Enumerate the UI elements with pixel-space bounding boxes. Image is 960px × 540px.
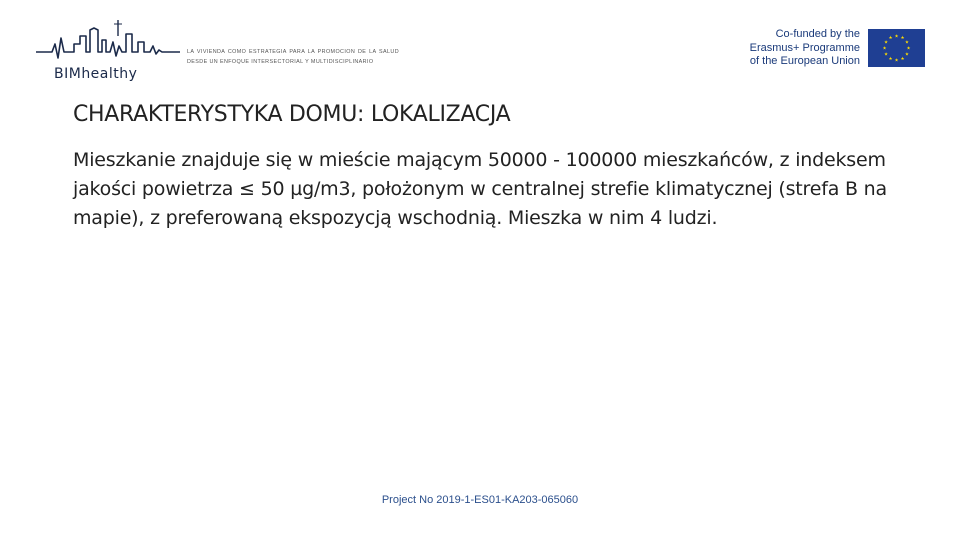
eu-star-icon: ★ bbox=[906, 46, 911, 52]
bimhealthy-logo bbox=[34, 16, 184, 86]
eu-star-icon: ★ bbox=[888, 36, 893, 42]
project-tagline: LA VIVIENDA COMO ESTRATEGIA PARA LA PROMOCION DE LA SALUD DESDE UN ENFOQUE INTERSECTORIAL Y MULTIDISCIPLINARIO bbox=[187, 49, 399, 65]
cofunded-line-3: of the European Union bbox=[749, 55, 860, 67]
city-skyline-heartbeat-icon bbox=[34, 16, 184, 66]
eu-star-icon: ★ bbox=[888, 56, 893, 62]
eu-star-icon: ★ bbox=[884, 52, 889, 58]
eu-star-icon: ★ bbox=[904, 40, 909, 46]
eu-star-icon: ★ bbox=[894, 34, 899, 40]
eu-star-icon: ★ bbox=[900, 36, 905, 42]
eu-star-icon: ★ bbox=[882, 46, 887, 52]
eu-star-icon: ★ bbox=[894, 58, 899, 64]
logo-text: BIMhealthy bbox=[54, 66, 138, 82]
cofunded-notice bbox=[690, 28, 860, 69]
eu-flag-icon bbox=[868, 29, 925, 67]
eu-star-icon: ★ bbox=[884, 40, 889, 46]
cofunded-line-1: Co-funded by the bbox=[775, 28, 860, 40]
slide-body: Mieszkanie znajduje się w mieście mającym 50000 - 100000 mieszkańców, z indeksem jakości powietrza ≤ 50 µg/m3, położonym w centralnej strefie klimatycznej (strefa B na mapie), z preferowaną ekspozycją wschodnią. Mieszka w nim 4 ludzi. bbox=[73, 149, 887, 229]
project-number: Project No 2019-1-ES01-KA203-065060 bbox=[381, 494, 579, 506]
cofunded-line-2: Erasmus+ Programme bbox=[749, 41, 860, 54]
eu-star-icon: ★ bbox=[904, 52, 909, 58]
eu-star-icon: ★ bbox=[900, 56, 905, 62]
slide-title: CHARAKTERYSTYKA DOMU: LOKALIZACJA bbox=[73, 102, 511, 127]
